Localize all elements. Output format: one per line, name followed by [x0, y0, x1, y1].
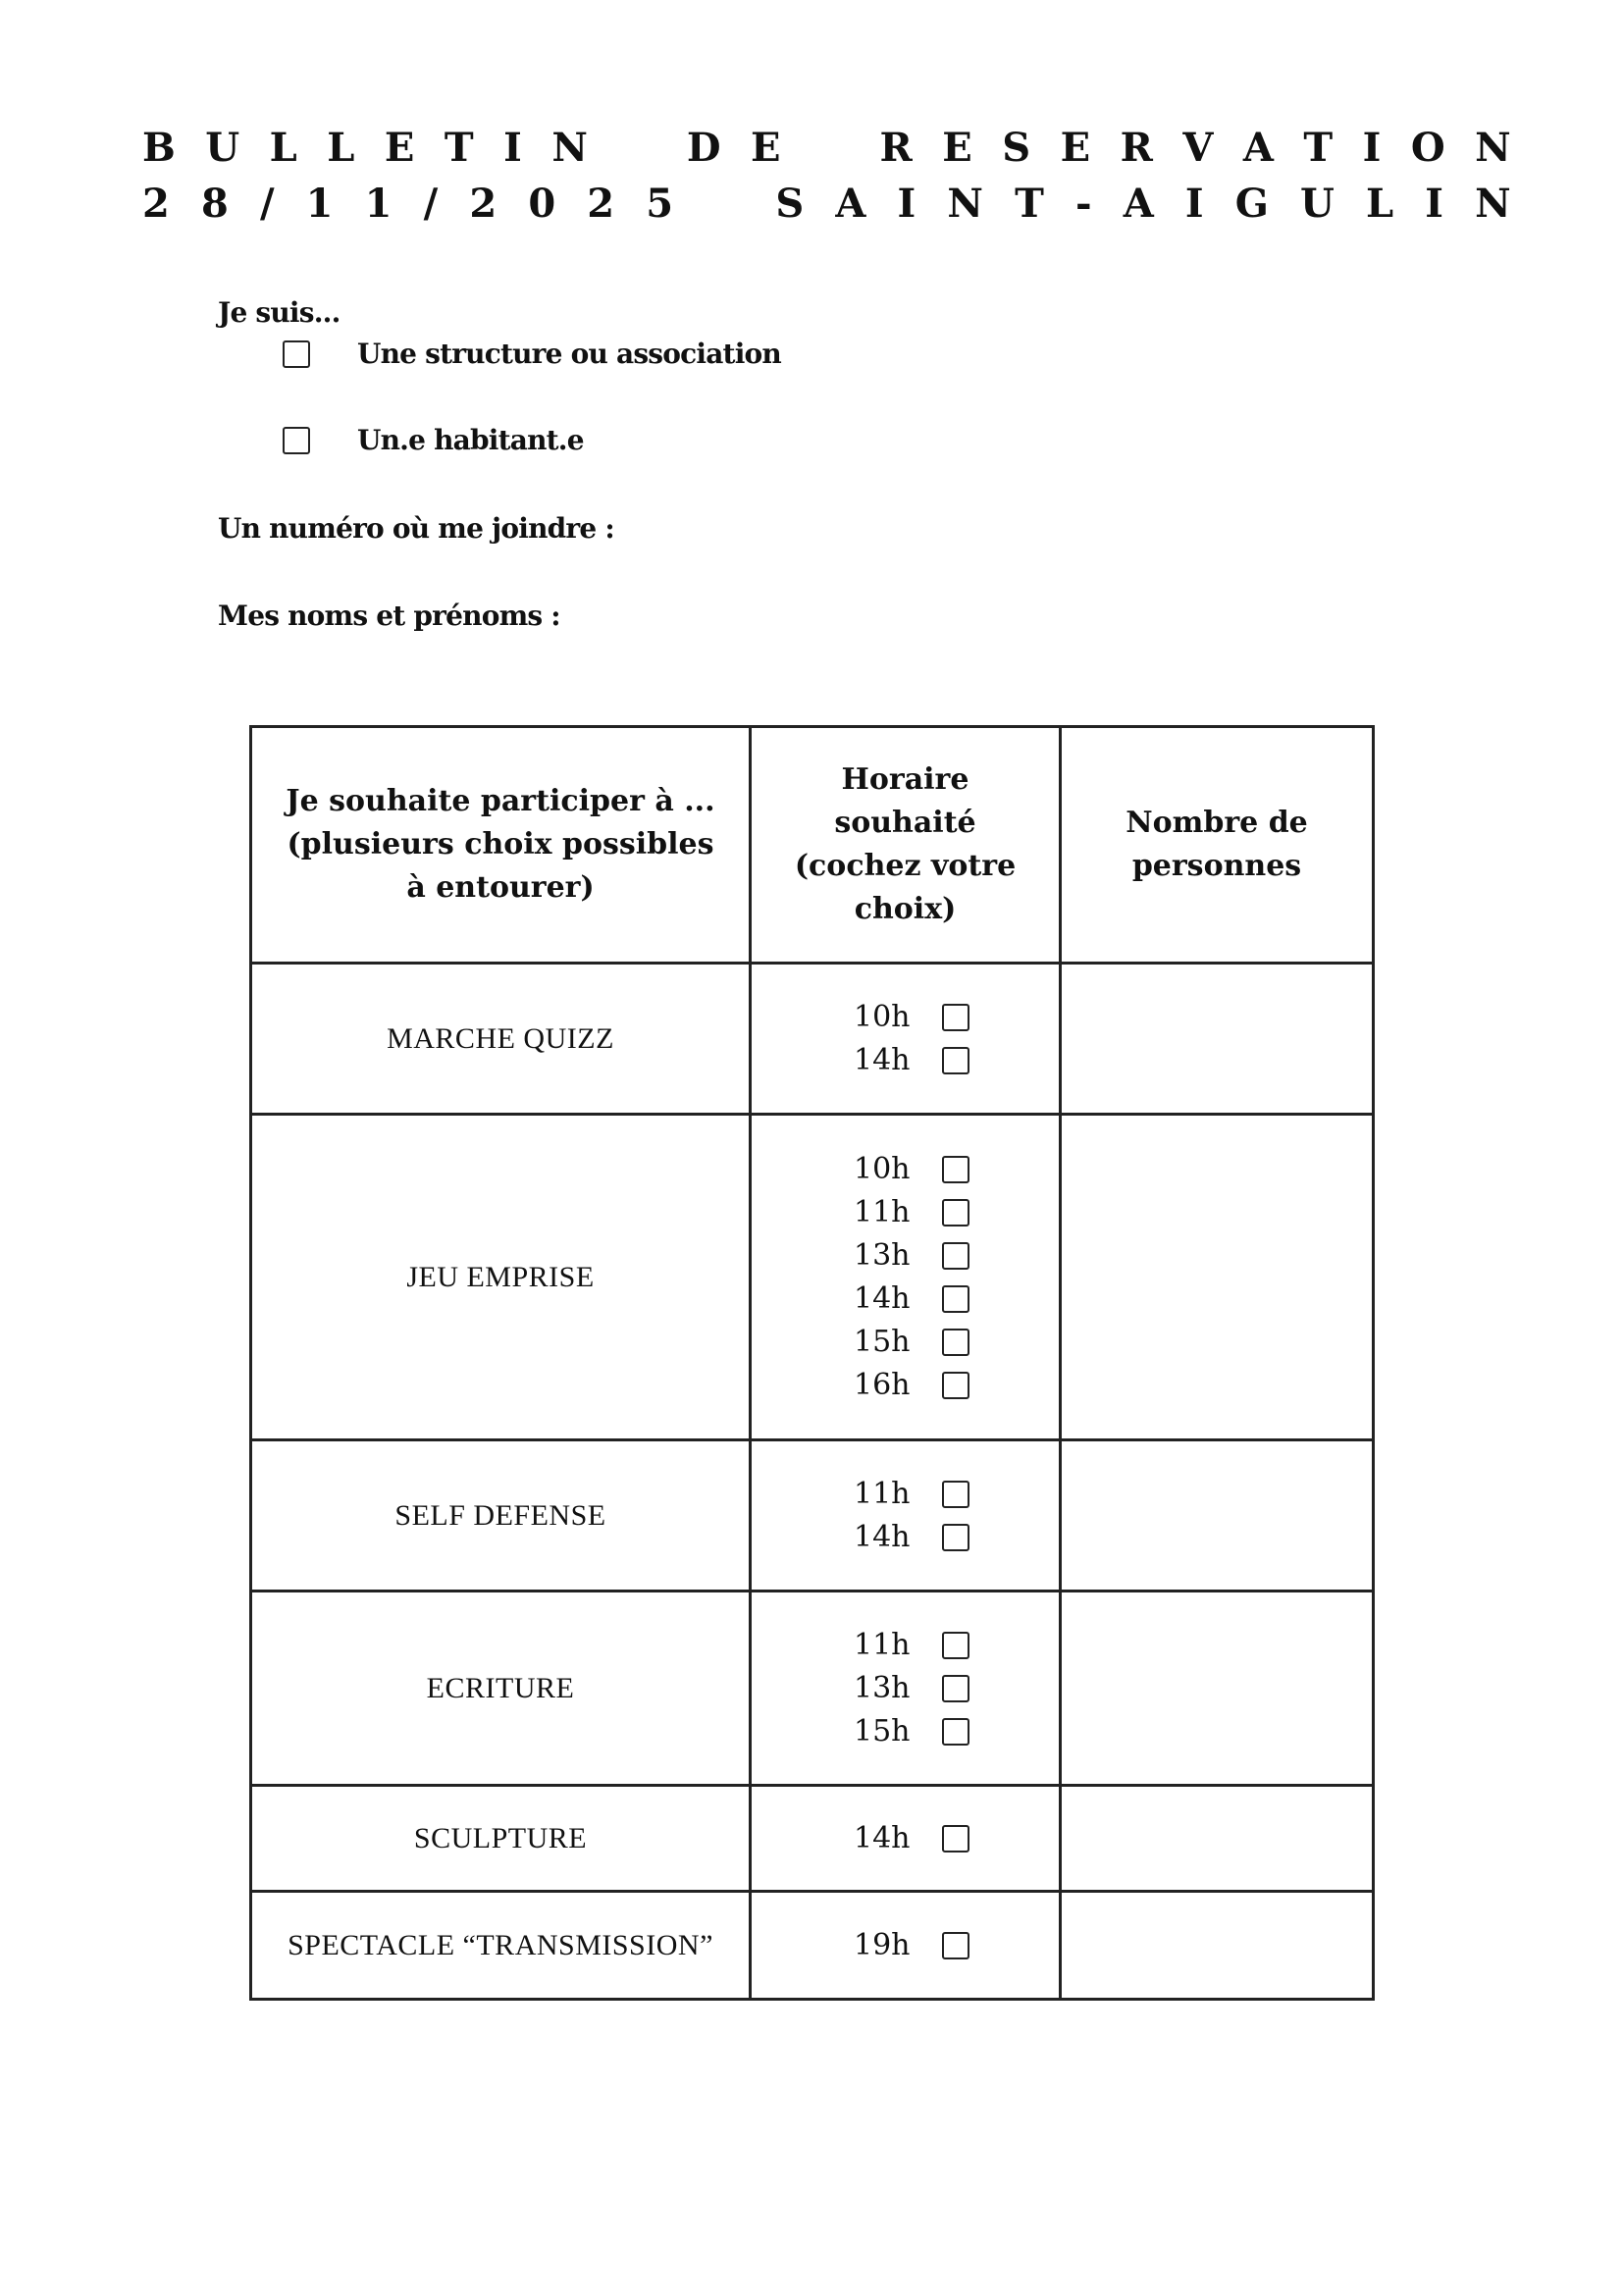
person-count-cell[interactable] — [1061, 1892, 1374, 2000]
time-checkbox[interactable] — [942, 1047, 969, 1074]
je-suis-label: Je suis... — [218, 296, 340, 329]
time-slot[interactable] — [842, 1624, 969, 1667]
time-checkbox[interactable] — [942, 1932, 969, 1959]
time-slot[interactable] — [842, 1364, 969, 1407]
time-label: 13h — [854, 1238, 911, 1273]
time-label: 19h — [854, 1928, 911, 1962]
time-slot[interactable] — [842, 1710, 969, 1753]
table-row — [251, 1115, 1374, 1440]
time-slots-cell — [751, 1115, 1061, 1440]
time-checkbox[interactable] — [942, 1481, 969, 1508]
title-line-2: 2 8 / 1 1 / 2 0 2 5 S A I N T - A I G U L I N — [142, 180, 1511, 227]
activity-cell: ECRITURE — [251, 1592, 751, 1786]
time-slot[interactable] — [842, 1278, 969, 1321]
time-label: 16h — [854, 1368, 911, 1402]
time-slot[interactable] — [842, 1667, 969, 1710]
option-habitant-label: Un.e habitant.e — [357, 424, 584, 456]
time-label: 14h — [854, 1821, 911, 1855]
option-structure[interactable] — [283, 338, 781, 370]
time-checkbox[interactable] — [942, 1632, 969, 1659]
time-checkbox[interactable] — [942, 1329, 969, 1356]
time-checkbox[interactable] — [942, 1285, 969, 1313]
time-checkbox[interactable] — [942, 1156, 969, 1183]
table-header-row — [251, 727, 1374, 964]
checkbox-structure[interactable] — [283, 340, 310, 368]
header-time: Horaire souhaité (cochez votre choix) — [751, 727, 1061, 964]
activity-cell: MARCHE QUIZZ — [251, 964, 751, 1115]
header-count: Nombre de personnes — [1061, 727, 1374, 964]
person-count-cell[interactable] — [1061, 964, 1374, 1115]
activity-cell: SELF DEFENSE — [251, 1440, 751, 1592]
time-label: 10h — [854, 1152, 911, 1186]
time-label: 15h — [854, 1325, 911, 1359]
time-slot[interactable] — [842, 1148, 969, 1191]
activity-cell: SPECTACLE “TRANSMISSION” — [251, 1892, 751, 2000]
time-slots-cell — [751, 964, 1061, 1115]
time-checkbox[interactable] — [942, 1675, 969, 1702]
table-row — [251, 1592, 1374, 1786]
time-slot[interactable] — [842, 1039, 969, 1082]
time-checkbox[interactable] — [942, 1718, 969, 1746]
time-slot[interactable] — [842, 1321, 969, 1364]
time-slots-cell — [751, 1786, 1061, 1892]
time-checkbox[interactable] — [942, 1825, 969, 1852]
option-structure-label: Une structure ou association — [357, 338, 781, 370]
time-slot[interactable] — [842, 1473, 969, 1516]
phone-label: Un numéro où me joindre : — [218, 512, 614, 545]
time-label: 11h — [854, 1628, 911, 1662]
title-line-1: B U L L E T I N D E R E S E R V A T I O N — [142, 124, 1511, 171]
activity-cell: SCULPTURE — [251, 1786, 751, 1892]
time-slots-cell — [751, 1892, 1061, 2000]
time-slot[interactable] — [842, 1516, 969, 1559]
time-slot[interactable] — [842, 1191, 969, 1234]
header-activity: Je souhaite participer à ... (plusieurs choix possibles à entourer) — [251, 727, 751, 964]
table-row — [251, 964, 1374, 1115]
time-label: 14h — [854, 1520, 911, 1554]
time-checkbox[interactable] — [942, 1524, 969, 1551]
time-slot[interactable] — [842, 1924, 969, 1967]
name-label: Mes noms et prénoms : — [218, 600, 560, 632]
time-label: 13h — [854, 1671, 911, 1705]
person-count-cell[interactable] — [1061, 1592, 1374, 1786]
table-row — [251, 1440, 1374, 1592]
time-label: 15h — [854, 1714, 911, 1748]
time-slots-cell — [751, 1440, 1061, 1592]
option-habitant[interactable] — [283, 424, 584, 456]
time-label: 14h — [854, 1281, 911, 1316]
person-count-cell[interactable] — [1061, 1115, 1374, 1440]
person-count-cell[interactable] — [1061, 1440, 1374, 1592]
activity-cell: JEU EMPRISE — [251, 1115, 751, 1440]
time-checkbox[interactable] — [942, 1372, 969, 1399]
checkbox-habitant[interactable] — [283, 427, 310, 454]
time-slot[interactable] — [842, 1817, 969, 1860]
time-checkbox[interactable] — [942, 1004, 969, 1031]
time-checkbox[interactable] — [942, 1199, 969, 1226]
time-label: 11h — [854, 1195, 911, 1229]
time-slots-cell — [751, 1592, 1061, 1786]
table-row — [251, 1786, 1374, 1892]
time-slot[interactable] — [842, 1234, 969, 1278]
table-row — [251, 1892, 1374, 2000]
time-label: 11h — [854, 1477, 911, 1511]
time-checkbox[interactable] — [942, 1242, 969, 1270]
person-count-cell[interactable] — [1061, 1786, 1374, 1892]
reservation-table — [249, 725, 1375, 2001]
time-label: 14h — [854, 1043, 911, 1077]
time-slot[interactable] — [842, 996, 969, 1039]
time-label: 10h — [854, 1000, 911, 1034]
